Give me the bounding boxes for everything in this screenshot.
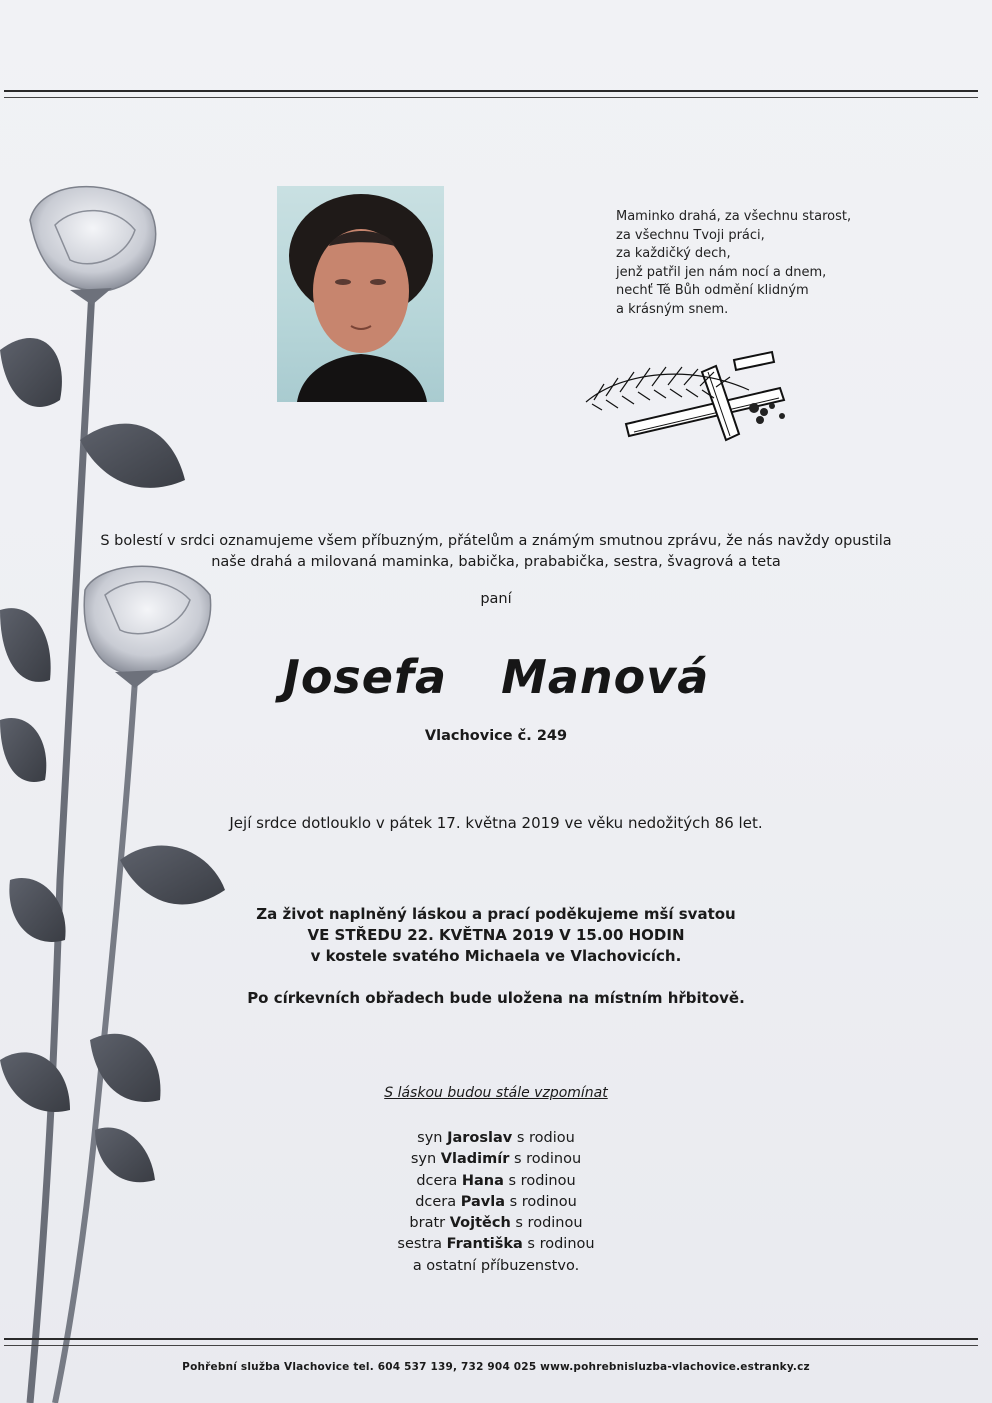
mourner-relation: dcera [415,1193,461,1210]
poem-line: a krásným snem. [616,301,729,317]
mourner-row [0,1256,992,1277]
funeral-place: v kostele svatého Michaela ve Vlachovicích. [310,947,682,965]
mourner-row [0,1192,992,1213]
mourner-name: Františka [446,1236,523,1253]
mourner-row [0,1171,992,1192]
announcement-line: naše drahá a milovaná maminka, babička, prababička, sestra, švagrová a teta [211,553,781,570]
mourner-relation: dcera [416,1172,462,1189]
top-rule [4,90,978,92]
mourner-suffix: s rodinou [503,1172,576,1189]
mourner-name: Pavla [460,1193,505,1210]
mourner-relation: syn [417,1130,448,1146]
mourner-suffix: s rodinou [510,1215,583,1232]
bottom-rule-inner [4,1345,978,1346]
poem [616,208,851,319]
mourner-suffix: a ostatní příbuzenstvo. [412,1257,580,1274]
bottom-rule [4,1338,978,1340]
mourner-relation: bratr [409,1215,450,1232]
poem-line: jenž patřil jen nám nocí a dnem, [616,264,827,280]
poem-line: za každičký dech, [616,246,731,261]
funeral-datetime: VE STŘEDU 22. KVĚTNA 2019 V 15.00 HODIN [307,926,685,944]
mourner-row [0,1149,992,1170]
mourner-row [0,1213,992,1234]
mourner-suffix: s rodinou [522,1236,595,1253]
announcement-text [0,531,992,572]
announcement-line: S bolestí v srdci oznamujeme všem příbuzným, přátelům a známým smutnou zprávu, že nás navždy opustila [100,533,892,549]
mourner-relation: sestra [397,1236,447,1253]
mourner-suffix: s rodinou [505,1193,577,1210]
mourner-row [0,1234,992,1255]
mourner-name: Vladimír [440,1151,510,1168]
burial-info: Po církevních obřadech bude uložena na místním hřbitově. [247,989,745,1007]
poem-line: Maminko drahá, za všechnu starost, [616,209,852,224]
title-pani: paní [480,591,512,607]
mourner-row [0,1128,992,1149]
mourners-list [0,1128,992,1277]
deceased-name: Josefa Manová [282,650,710,704]
mourners-heading: S láskou budou stále vzpomínat [384,1085,608,1101]
cross-with-palm-icon [584,350,806,442]
death-notice: Její srdce dotlouklo v pátek 17. května 2019 ve věku nedožitých 86 let. [229,814,763,832]
mourner-name: Jaroslav [447,1130,513,1146]
portrait-photo [277,186,444,402]
mourner-suffix: s rodiou [512,1130,575,1146]
top-rule-inner [4,97,978,98]
mourner-name: Hana [461,1172,504,1189]
funeral-line: Za život naplněný láskou a prací poděkujeme mší svatou [256,905,736,923]
poem-line: za všechnu Tvoji práci, [616,227,765,243]
mourner-name: Vojtěch [449,1215,511,1232]
funeral-info [0,904,992,967]
poem-line: nechť Tě Bůh odmění klidným [616,283,809,298]
deceased-address: Vlachovice č. 249 [424,728,568,744]
mourner-relation: syn [410,1151,441,1168]
funeral-service-footer: Pohřební služba Vlachovice tel. 604 537 139, 732 904 025 www.pohrebnisluzba-vlachovice.estranky.cz [182,1361,810,1373]
mourner-suffix: s rodinou [509,1151,582,1168]
